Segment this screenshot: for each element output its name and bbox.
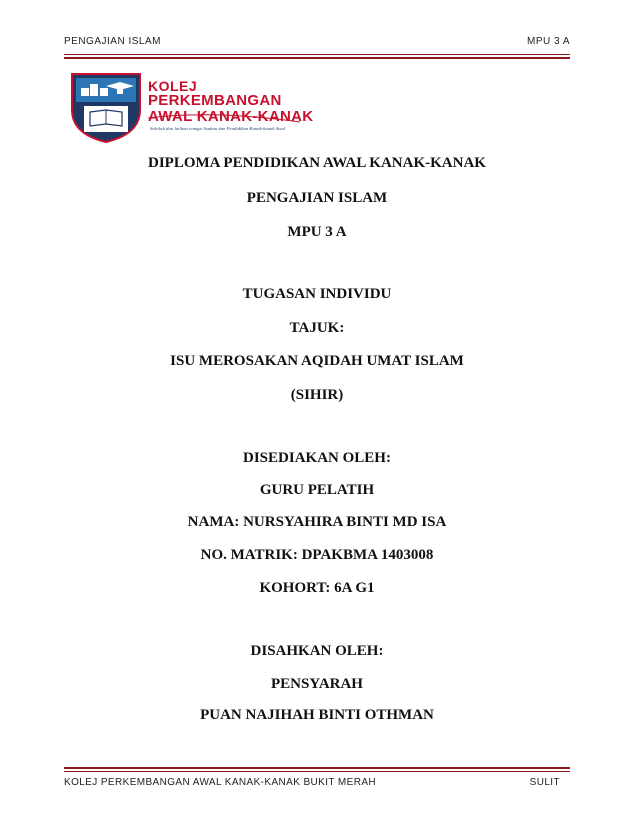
assignment-type: TUGASAN INDIVIDU: [242, 286, 392, 302]
header-left: PENGAJIAN ISLAM: [64, 36, 161, 47]
diploma-title: DIPLOMA PENDIDIKAN AWAL KANAK-KANAK: [148, 155, 486, 171]
lecturer-name: PUAN NAJIHAH BINTI OTHMAN: [200, 707, 434, 723]
title-label: TAJUK:: [289, 320, 345, 336]
student-name: NAMA: NURSYAHIRA BINTI MD ISA: [187, 514, 447, 530]
logo-tagline: Sekolah dan latihan tenaga Asuhan dan Pendidikan Kanak-kanak Awal: [150, 126, 286, 131]
subject-name: PENGAJIAN ISLAM: [246, 190, 388, 206]
matric-number: NO. MATRIK: DPAKBMA 1403008: [200, 547, 434, 563]
prepared-by-role: GURU PELATIH: [259, 482, 375, 498]
subject-code: MPU 3 A: [287, 224, 347, 240]
assignment-title: ISU MEROSAKAN AQIDAH UMAT ISLAM: [170, 353, 464, 369]
logo-text-kolej: KOLEJ: [148, 78, 198, 94]
footer-left: KOLEJ PERKEMBANGAN AWAL KANAK-KANAK BUKIT MERAH: [64, 777, 377, 788]
header-rule-thick: [64, 57, 570, 59]
header-rule-thin: [64, 54, 570, 55]
assignment-subtitle: (SIHIR): [290, 387, 344, 403]
footer-right: SULIT: [529, 777, 560, 788]
cohort: KOHORT: 6A G1: [259, 580, 375, 596]
prepared-by-label: DISEDIAKAN OLEH:: [243, 450, 391, 466]
logo-text-awal: AWAL KANAK-KANAK: [148, 108, 314, 125]
approved-by-label: DISAHKAN OLEH:: [250, 643, 384, 659]
approved-by-role: PENSYARAH: [271, 676, 363, 692]
footer-rule-thin: [64, 771, 570, 772]
logo-text-perkembangan: PERKEMBANGAN: [148, 92, 282, 109]
header-right: MPU 3 A: [527, 36, 570, 47]
footer-rule-thick: [64, 767, 570, 769]
